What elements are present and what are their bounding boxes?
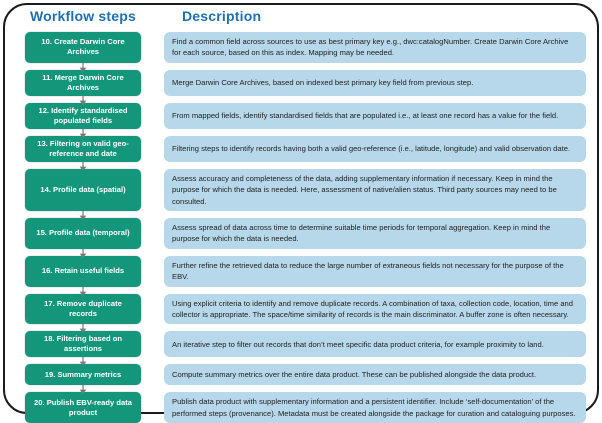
description-cell: [150, 256, 586, 287]
description-box: [164, 218, 586, 249]
description-cell: [150, 392, 586, 423]
step-box: [25, 32, 141, 63]
down-arrow-icon: [77, 324, 89, 333]
step-label: 13. Filtering on valid geo-reference and date: [37, 138, 129, 158]
workflow-row: [16, 256, 586, 287]
workflow-row: [16, 70, 586, 96]
description-box: [164, 256, 586, 287]
step-box: [25, 103, 141, 129]
workflow-row: [16, 32, 586, 63]
step-cell: [16, 218, 150, 249]
description-text: Further refine the retrieved data to reduce the large number of extraneous fields not necessary for the purpose of the EBV.: [172, 260, 564, 282]
down-arrow-icon: [77, 249, 89, 258]
step-label: 17. Remove duplicate records: [44, 298, 122, 318]
step-label: 16. Retain useful fields: [41, 266, 125, 276]
step-box: [25, 218, 141, 249]
description-box: [164, 331, 586, 357]
down-arrow-icon: [77, 162, 89, 171]
step-cell: [16, 70, 150, 96]
description-cell: [150, 70, 586, 96]
workflow-steps-header-cell: [16, 8, 150, 26]
description-text: Using explicit criteria to identify and remove duplicate records. A combination of taxa, collection code, location, time and collector is appropriate. The space/time similarity of records is the main discriminator. A buffer zone is often necessary.: [172, 298, 573, 319]
workflow-row: [16, 136, 586, 162]
description-header: Description: [182, 8, 262, 24]
workflow-row: [16, 331, 586, 357]
down-arrow-icon: [77, 385, 89, 394]
description-cell: [150, 136, 586, 162]
down-arrow-icon: [77, 63, 89, 72]
description-cell: [150, 218, 586, 249]
step-label: 18. Filtering based on assertions: [43, 334, 123, 354]
description-cell: [150, 32, 586, 63]
description-box: [164, 364, 586, 385]
workflow-diagram: [16, 8, 586, 418]
description-cell: [150, 331, 586, 357]
description-text: Assess spread of data across time to determine suitable time periods for temporal aggregation. Keep in mind the purpose for which the data is needed.: [172, 223, 551, 244]
description-cell: [150, 364, 586, 385]
description-text: Find a common field across sources to use as best primary key e.g., dwc:catalogNumber. Create Darwin Core Archive for each source, based on this as index. Mapping may be needed.: [172, 37, 569, 58]
step-box: [25, 331, 141, 357]
down-arrow-icon: [77, 129, 89, 138]
step-box: [25, 169, 141, 211]
step-label: 20. Publish EBV-ready data product: [34, 397, 132, 417]
down-arrow-icon: [77, 211, 89, 220]
description-cell: [150, 294, 586, 325]
step-label: 11. Merge Darwin Core Archives: [42, 72, 124, 92]
step-box: [25, 70, 141, 96]
description-text: Assess accuracy and completeness of the data, adding supplementary information if necessary. Keep in mind the purpose for which the data is needed. Here, assessment of native/alien status. Third party sources may need to be consulted.: [172, 173, 557, 206]
step-label: 10. Create Darwin Core Archives: [41, 37, 125, 57]
description-box: [164, 32, 586, 63]
description-text: Publish data product with supplementary information and a persistent identifier. Include ‘self-documentation’ of the performed steps (provenance). Metadata must be created alongside the package for curation and cataloguing purposes.: [172, 397, 576, 418]
description-text: Merge Darwin Core Archives, based on indexed best primary key field from previous step.: [172, 78, 474, 88]
step-box: [25, 392, 141, 423]
description-text: From mapped fields, identify standardised fields that are populated i.e., at least one record has a value for the field.: [172, 111, 559, 121]
step-cell: [16, 169, 150, 211]
step-label: 12. Identify standardised populated fields: [38, 105, 128, 125]
step-label: 15. Profile data (temporal): [36, 228, 130, 238]
workflow-row: [16, 218, 586, 249]
column-headers: [16, 8, 586, 26]
workflow-row: [16, 103, 586, 129]
description-box: [164, 103, 586, 129]
step-cell: [16, 294, 150, 325]
step-box: [25, 364, 141, 385]
step-label: 14. Profile data (spatial): [40, 184, 126, 194]
step-label: 19. Summary metrics: [44, 369, 122, 379]
workflow-steps-header: Workflow steps: [29, 8, 136, 24]
description-cell: [150, 169, 586, 211]
workflow-row: [16, 169, 586, 211]
down-arrow-icon: [77, 357, 89, 366]
step-cell: [16, 392, 150, 423]
step-cell: [16, 256, 150, 287]
description-box: [164, 169, 586, 211]
step-cell: [16, 136, 150, 162]
description-text: Filtering steps to identify records having both a valid geo-reference (i.e., latitude, longitude) and valid observation date.: [172, 144, 571, 154]
description-box: [164, 392, 586, 423]
down-arrow-icon: [77, 287, 89, 296]
workflow-rows: [16, 32, 586, 423]
step-box: [25, 136, 141, 162]
step-cell: [16, 331, 150, 357]
step-cell: [16, 32, 150, 63]
workflow-row: [16, 364, 586, 385]
workflow-row: [16, 392, 586, 423]
description-header-cell: [150, 8, 586, 26]
description-cell: [150, 103, 586, 129]
step-cell: [16, 364, 150, 385]
description-text: An iterative step to filter out records that don’t meet specific data product criteria, for example proximity to land.: [172, 339, 544, 349]
description-box: [164, 70, 586, 96]
description-box: [164, 136, 586, 162]
description-box: [164, 294, 586, 325]
description-text: Compute summary metrics over the entire data product. These can be published alongside the data product.: [172, 370, 537, 380]
down-arrow-icon: [77, 96, 89, 105]
step-box: [25, 256, 141, 287]
workflow-row: [16, 294, 586, 325]
step-box: [25, 294, 141, 325]
step-cell: [16, 103, 150, 129]
